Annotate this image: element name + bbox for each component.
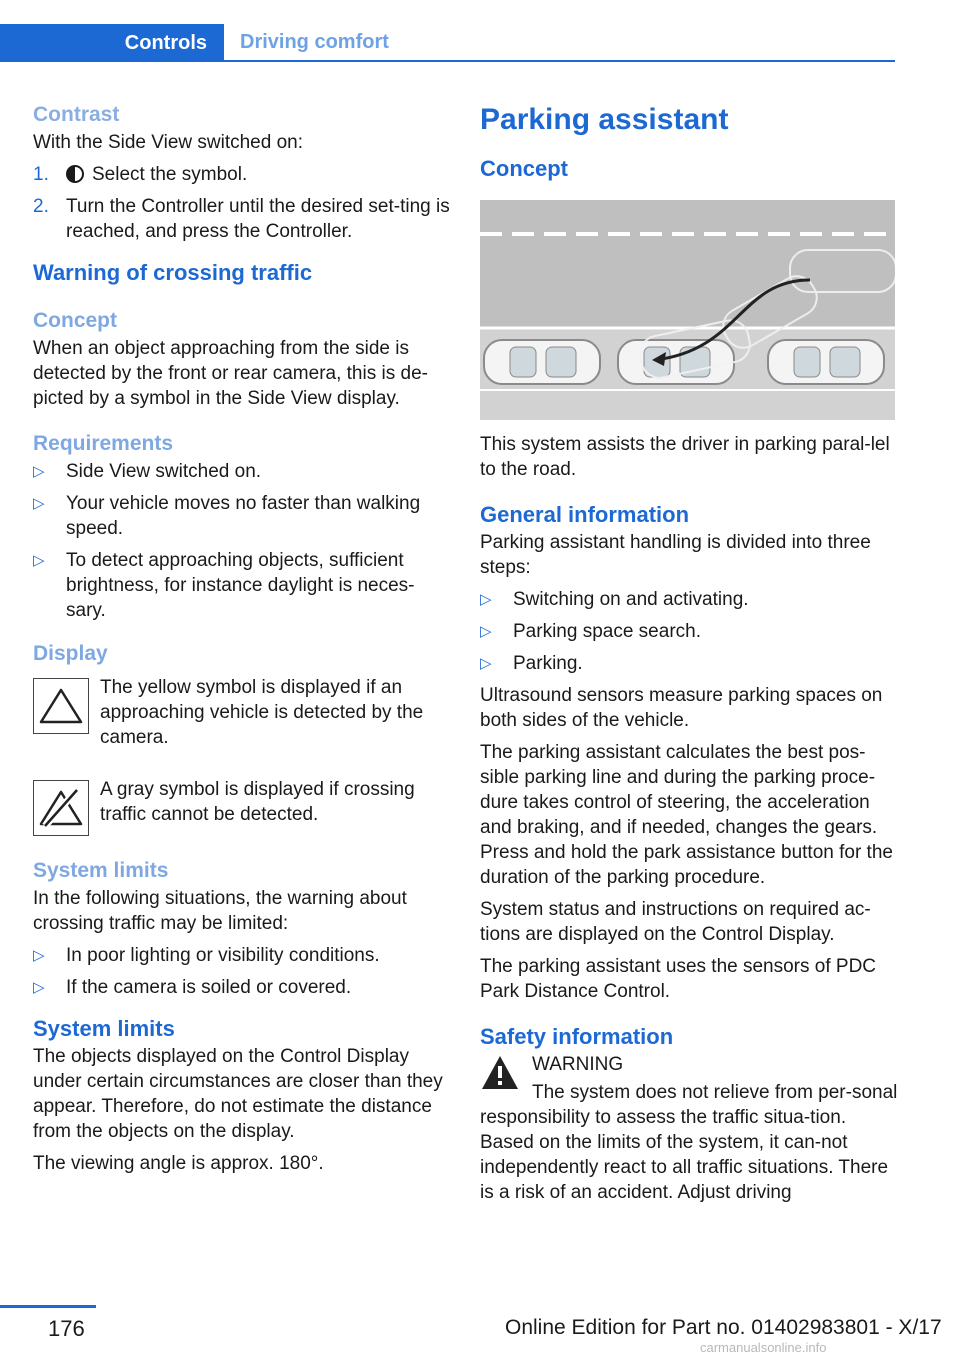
warning-triangle-icon [480,1054,520,1094]
general-information-heading: General information [480,502,690,527]
concept-text-right: This system assists the driver in parking paral‐lel to the road. [480,434,890,480]
step-item [33,194,451,244]
triangle-crossed-icon [33,780,89,836]
list-item [33,943,451,968]
triangle-warning-icon [33,678,89,734]
paragraph: The parking assistant calculates the best pos‐sible parking line and during the parking proce‐dure takes control of steering, the acceleration and braking, and if needed, changes the gears. Press and hold the park assistance button for the duration of the parking procedure. [480,742,893,888]
display-text: A gray symbol is displayed if crossing traffic cannot be detected. [100,779,415,825]
tab-driving-comfort[interactable]: Driving comfort [240,30,389,53]
triangle-bullet-icon: ▷ [480,591,492,608]
concept-heading-right: Concept [480,156,568,181]
display-text: The yellow symbol is displayed if an approaching vehicle is detected by the camera. [100,677,424,748]
step-text: Turn the Controller until the desired set‐ting is reached, and press the Controller. [66,196,450,242]
list-item [33,491,451,541]
contrast-heading: Contrast [33,103,120,126]
chapter-tabs [0,24,895,62]
triangle-bullet-icon: ▷ [480,623,492,640]
triangle-bullet-icon: ▷ [33,979,45,996]
list-item-text: If the camera is soiled or covered. [66,977,352,998]
triangle-bullet-icon: ▷ [33,552,45,569]
list-item-text: Parking space search. [513,621,701,642]
parking-illustration [480,200,895,420]
list-item [33,975,451,1000]
step-number: 1. [33,164,49,185]
header-rule [0,60,895,62]
edition-text: Online Edition for Part no. 01402983801 - X/17 [505,1316,942,1339]
warning-block [480,1052,898,1205]
list-item [33,459,451,484]
triangle-bullet-icon: ▷ [33,947,45,964]
concept-heading: Concept [33,309,117,332]
list-item-text: Side View switched on. [66,461,262,482]
system-limits-text: In the following situations, the warning about crossing traffic may be limited: [33,888,407,934]
paragraph: System status and instructions on required ac‐tions are displayed on the Control Display. [480,899,871,945]
system-limits-text-2: The objects displayed on the Control Display under certain circumstances are closer than they appear. Therefore, do not estimate the distance from the objects on the display. [33,1046,443,1142]
list-item-text: In poor lighting or visibility conditions. [66,945,380,966]
steps-list [480,587,898,676]
footer-rule [0,1305,96,1308]
triangle-bullet-icon: ▷ [33,495,45,512]
display-heading: Display [33,642,108,665]
list-item [33,548,451,623]
step-item [33,162,451,187]
triangle-bullet-icon: ▷ [480,655,492,672]
system-limits-heading-2: System limits [33,1016,175,1041]
contrast-icon [66,165,84,183]
display-item-gray [33,777,451,836]
page-number: 176 [48,1316,85,1341]
warning-text: The system does not relieve from per‐sonal responsibility to assess the traffic situa‐tion. Based on the limits of the system, it can‐not independently react to all traffic situations. There is a risk of an accident. Adjust driving [480,1082,898,1203]
list-item-text: Parking. [513,653,583,674]
list-item-text: To detect approaching objects, sufficient brightness, for instance daylight is neces‐sary. [66,550,415,621]
paragraph: The parking assistant uses the sensors of PDC Park Distance Control. [480,956,877,1002]
list-item [480,619,898,644]
warning-crossing-heading: Warning of crossing traffic [33,260,313,285]
concept-text: When an object approaching from the side is detected by the front or rear camera, this is de‐picted by a symbol in the Side View display. [33,338,428,409]
safety-information-heading: Safety information [480,1024,674,1049]
limits-list [33,943,451,1000]
page-title: Parking assistant [480,103,729,136]
triangle-bullet-icon: ▷ [33,463,45,480]
step-text: Select the symbol. [92,164,248,185]
left-column [33,100,451,1183]
paragraph: Ultrasound sensors measure parking spaces on both sides of the vehicle. [480,685,883,731]
right-column [480,100,898,1212]
requirements-list [33,459,451,623]
list-item-text: Switching on and activating. [513,589,749,610]
list-item-text: Your vehicle moves no faster than walking speed. [66,493,421,539]
list-item [480,651,898,676]
tab-controls[interactable]: Controls [0,24,224,62]
watermark: carmanualsonline.info [700,1340,827,1355]
requirements-heading: Requirements [33,432,174,455]
warning-label: WARNING [532,1054,624,1075]
display-item-yellow [33,675,451,757]
list-item [480,587,898,612]
viewing-angle-text: The viewing angle is approx. 180°. [33,1153,324,1174]
contrast-steps [33,162,451,244]
step-number: 2. [33,196,49,217]
contrast-intro: With the Side View switched on: [33,132,304,153]
system-limits-heading: System limits [33,859,169,882]
general-text: Parking assistant handling is divided into three steps: [480,532,871,578]
